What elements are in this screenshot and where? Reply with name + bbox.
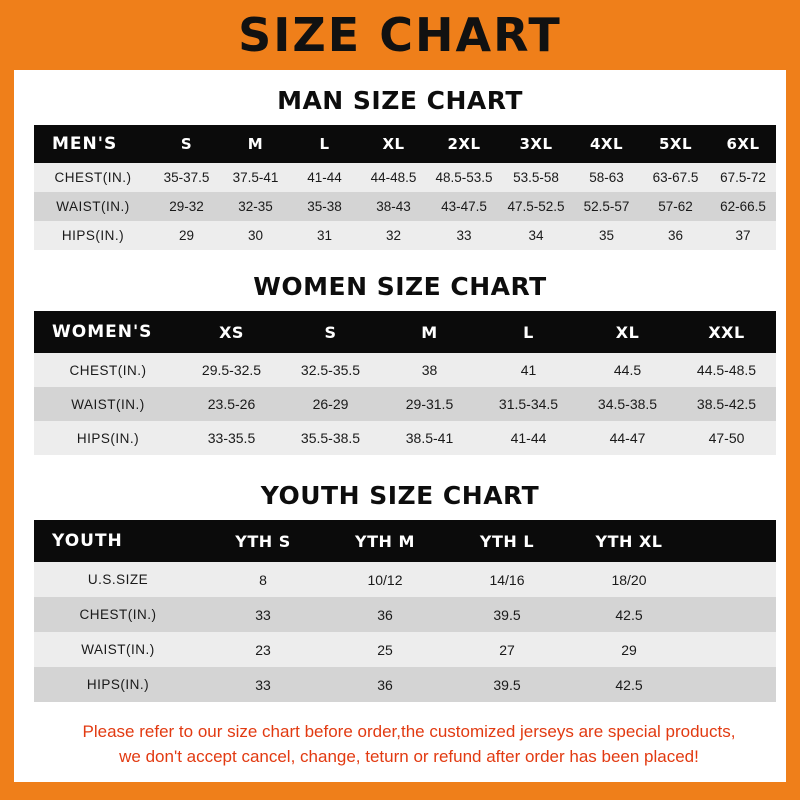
cell: 31.5-34.5 <box>479 387 578 421</box>
table-row <box>34 667 776 702</box>
women-size-table <box>34 311 776 455</box>
row-label: CHEST(IN.) <box>34 163 152 192</box>
cell: 23.5-26 <box>182 387 281 421</box>
col-header: 4XL <box>572 125 641 163</box>
content-area <box>14 86 786 769</box>
cell: 34 <box>500 221 572 250</box>
col-header: XXL <box>677 311 776 353</box>
cell: 62-66.5 <box>710 192 776 221</box>
table-header-row <box>34 125 776 163</box>
cell: 53.5-58 <box>500 163 572 192</box>
cell: 58-63 <box>572 163 641 192</box>
cell: 33-35.5 <box>182 421 281 455</box>
row-label: CHEST(IN.) <box>34 353 182 387</box>
col-header: S <box>281 311 380 353</box>
header-band <box>0 0 800 70</box>
cell: 41-44 <box>290 163 359 192</box>
cell: 48.5-53.5 <box>428 163 500 192</box>
cell: 34.5-38.5 <box>578 387 677 421</box>
cell: 52.5-57 <box>572 192 641 221</box>
cell: 14/16 <box>446 562 568 597</box>
col-header: M <box>380 311 479 353</box>
cell: 36 <box>324 597 446 632</box>
col-header: 3XL <box>500 125 572 163</box>
cell: 23 <box>202 632 324 667</box>
col-header: M <box>221 125 290 163</box>
cell: 29.5-32.5 <box>182 353 281 387</box>
cell: 41 <box>479 353 578 387</box>
cell: 41-44 <box>479 421 578 455</box>
cell: 47.5-52.5 <box>500 192 572 221</box>
cell-empty <box>690 632 776 667</box>
col-header: YOUTH <box>34 520 202 562</box>
row-label: WAIST(IN.) <box>34 632 202 667</box>
cell: 10/12 <box>324 562 446 597</box>
col-header-empty <box>690 520 776 562</box>
col-header: XL <box>359 125 428 163</box>
cell-empty <box>690 667 776 702</box>
cell: 29-32 <box>152 192 221 221</box>
cell: 29 <box>152 221 221 250</box>
footer-note-line-2: we don't accept cancel, change, teturn or refund after order has been placed! <box>119 746 699 766</box>
table-row <box>34 597 776 632</box>
women-section-title: WOMEN SIZE CHART <box>253 272 547 301</box>
cell: 44-48.5 <box>359 163 428 192</box>
cell-empty <box>690 562 776 597</box>
cell: 57-62 <box>641 192 710 221</box>
col-header: YTH XL <box>568 520 690 562</box>
cell: 33 <box>202 667 324 702</box>
col-header: YTH L <box>446 520 568 562</box>
col-header: 2XL <box>428 125 500 163</box>
row-label: HIPS(IN.) <box>34 221 152 250</box>
cell: 29-31.5 <box>380 387 479 421</box>
cell: 37.5-41 <box>221 163 290 192</box>
cell: 35-37.5 <box>152 163 221 192</box>
youth-section-title: YOUTH SIZE CHART <box>260 481 540 510</box>
cell: 42.5 <box>568 667 690 702</box>
table-row <box>34 192 776 221</box>
row-label: CHEST(IN.) <box>34 597 202 632</box>
cell: 18/20 <box>568 562 690 597</box>
cell: 35-38 <box>290 192 359 221</box>
cell: 26-29 <box>281 387 380 421</box>
cell: 38.5-41 <box>380 421 479 455</box>
youth-size-table <box>34 520 776 702</box>
cell: 32-35 <box>221 192 290 221</box>
cell: 44.5 <box>578 353 677 387</box>
cell: 29 <box>568 632 690 667</box>
cell: 39.5 <box>446 597 568 632</box>
col-header: XS <box>182 311 281 353</box>
man-section-title: MAN SIZE CHART <box>277 86 523 115</box>
table-row <box>34 353 776 387</box>
cell: 32.5-35.5 <box>281 353 380 387</box>
cell: 38.5-42.5 <box>677 387 776 421</box>
cell: 44-47 <box>578 421 677 455</box>
table-row <box>34 632 776 667</box>
row-label: WAIST(IN.) <box>34 192 152 221</box>
cell: 36 <box>641 221 710 250</box>
cell: 32 <box>359 221 428 250</box>
col-header: YTH M <box>324 520 446 562</box>
row-label: HIPS(IN.) <box>34 421 182 455</box>
cell: 63-67.5 <box>641 163 710 192</box>
cell: 38-43 <box>359 192 428 221</box>
cell: 36 <box>324 667 446 702</box>
cell: 47-50 <box>677 421 776 455</box>
cell: 27 <box>446 632 568 667</box>
footer-note <box>34 720 784 769</box>
col-header: 6XL <box>710 125 776 163</box>
cell: 33 <box>202 597 324 632</box>
table-row <box>34 421 776 455</box>
col-header: L <box>290 125 359 163</box>
bottom-band <box>0 782 800 800</box>
man-size-table <box>34 125 776 250</box>
cell: 31 <box>290 221 359 250</box>
row-label: HIPS(IN.) <box>34 667 202 702</box>
cell: 35 <box>572 221 641 250</box>
footer-note-line-1: Please refer to our size chart before order,the customized jerseys are special products, <box>82 722 736 741</box>
cell: 25 <box>324 632 446 667</box>
table-row <box>34 221 776 250</box>
cell: 8 <box>202 562 324 597</box>
col-header: WOMEN'S <box>34 311 182 353</box>
cell: 43-47.5 <box>428 192 500 221</box>
cell: 33 <box>428 221 500 250</box>
cell: 44.5-48.5 <box>677 353 776 387</box>
cell: 37 <box>710 221 776 250</box>
row-label: U.S.SIZE <box>34 562 202 597</box>
cell: 35.5-38.5 <box>281 421 380 455</box>
table-header-row <box>34 520 776 562</box>
col-header: 5XL <box>641 125 710 163</box>
table-row <box>34 562 776 597</box>
cell: 67.5-72 <box>710 163 776 192</box>
table-row <box>34 387 776 421</box>
table-header-row <box>34 311 776 353</box>
cell: 38 <box>380 353 479 387</box>
page-title: SIZE CHART <box>238 8 562 62</box>
cell: 42.5 <box>568 597 690 632</box>
col-header: MEN'S <box>34 125 152 163</box>
cell: 39.5 <box>446 667 568 702</box>
col-header: S <box>152 125 221 163</box>
col-header: XL <box>578 311 677 353</box>
cell-empty <box>690 597 776 632</box>
cell: 30 <box>221 221 290 250</box>
col-header: L <box>479 311 578 353</box>
table-row <box>34 163 776 192</box>
col-header: YTH S <box>202 520 324 562</box>
row-label: WAIST(IN.) <box>34 387 182 421</box>
